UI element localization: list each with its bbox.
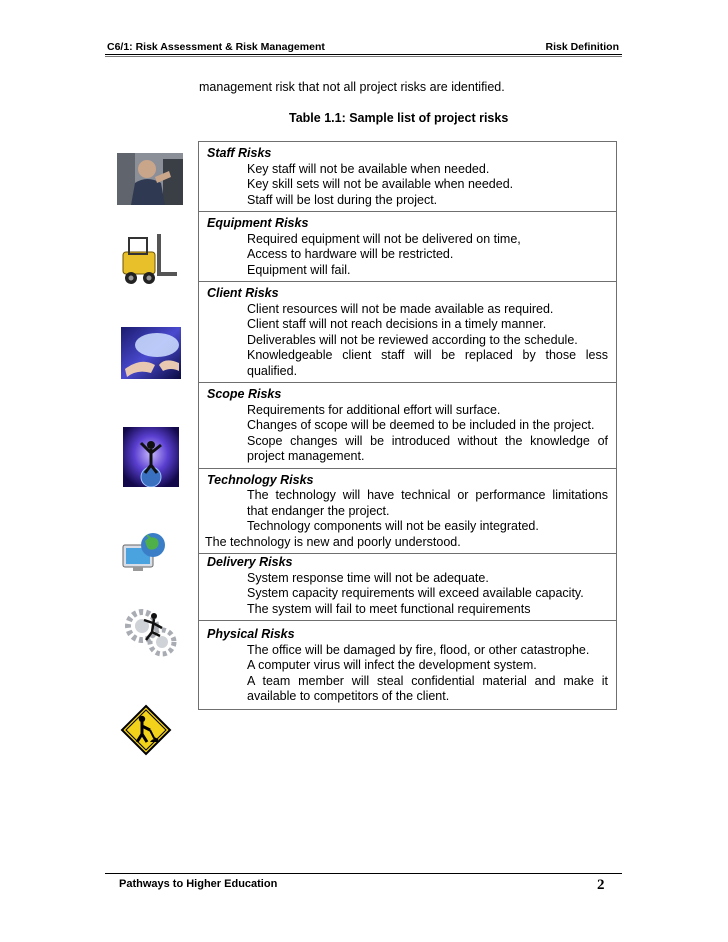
section-staff-risks bbox=[199, 142, 616, 211]
section-equipment-risks bbox=[199, 211, 616, 281]
risk-item: The system will fail to meet functional requirements bbox=[247, 601, 531, 616]
risk-item: The technology is new and poorly understood. bbox=[205, 534, 461, 549]
client-hands-icon bbox=[121, 327, 181, 379]
risk-item: Staff will be lost during the project. bbox=[247, 192, 438, 207]
section-scope-risks bbox=[199, 382, 616, 468]
risk-item: Changes of scope will be deemed to be included in the project. bbox=[247, 418, 595, 432]
risk-item: A team member will steal confidential material and make it available to competitors of the client. bbox=[247, 673, 608, 703]
risk-table bbox=[198, 141, 617, 710]
section-title: Scope Risks bbox=[207, 387, 282, 401]
header-rule-thin bbox=[105, 56, 622, 57]
risk-item: Scope changes will be introduced without the knowledge of project management. bbox=[247, 433, 608, 463]
risk-item: Access to hardware will be restricted. bbox=[247, 247, 454, 261]
section-title: Client Risks bbox=[207, 286, 279, 300]
footer-rule bbox=[105, 873, 622, 874]
physical-warning-sign-icon bbox=[120, 704, 172, 756]
risk-item: Knowledgeable client staff will be replaced by those less qualified. bbox=[247, 348, 608, 378]
header-title: C6/1: Risk Assessment & Risk Management bbox=[107, 41, 325, 53]
risk-item: Client staff will not reach decisions in a timely manner. bbox=[247, 317, 547, 331]
risk-item: System response time will not be adequate. bbox=[247, 570, 489, 585]
risk-item: Key skill sets will not be available when needed. bbox=[247, 177, 514, 191]
header-rule bbox=[105, 54, 622, 55]
section-title: Technology Risks bbox=[207, 472, 314, 487]
risk-item: System capacity requirements will exceed available capacity. bbox=[247, 586, 584, 600]
risk-item: Required equipment will not be delivered on time, bbox=[247, 231, 521, 246]
footer-title: Pathways to Higher Education bbox=[119, 878, 278, 890]
intro-text: management risk that not all project risks are identified. bbox=[199, 80, 505, 94]
risk-item: The office will be damaged by fire, flood, or other catastrophe. bbox=[247, 642, 590, 657]
section-technology-risks bbox=[199, 468, 616, 554]
risk-item: A computer virus will infect the development system. bbox=[247, 658, 537, 672]
forklift-icon bbox=[119, 232, 179, 288]
risk-item: Key staff will not be available when needed. bbox=[247, 161, 490, 176]
section-title: Delivery Risks bbox=[207, 555, 293, 569]
risk-item: Client resources will not be made available as required. bbox=[247, 301, 554, 316]
header-section: Risk Definition bbox=[545, 41, 619, 53]
risk-item: The technology will have technical or performance limitations that endanger the project. bbox=[247, 488, 608, 518]
table-caption: Table 1.1: Sample list of project risks bbox=[289, 111, 509, 125]
risk-item: Technology components will not be easily integrated. bbox=[247, 519, 539, 533]
section-title: Equipment Risks bbox=[207, 216, 309, 230]
risk-item: Requirements for additional effort will surface. bbox=[247, 402, 501, 417]
scope-figure-icon bbox=[123, 427, 179, 487]
page-number: 2 bbox=[597, 877, 605, 893]
technology-computer-icon bbox=[119, 531, 167, 575]
section-delivery-risks bbox=[199, 553, 616, 620]
risk-item: Equipment will fail. bbox=[247, 262, 351, 277]
section-client-risks bbox=[199, 281, 616, 382]
risk-item: Deliverables will not be reviewed according to the schedule. bbox=[247, 332, 578, 347]
staff-person-icon bbox=[117, 153, 183, 205]
section-title: Staff Risks bbox=[207, 146, 272, 160]
section-physical-risks bbox=[199, 620, 616, 709]
delivery-gears-icon bbox=[124, 606, 180, 658]
section-title: Physical Risks bbox=[207, 627, 295, 641]
